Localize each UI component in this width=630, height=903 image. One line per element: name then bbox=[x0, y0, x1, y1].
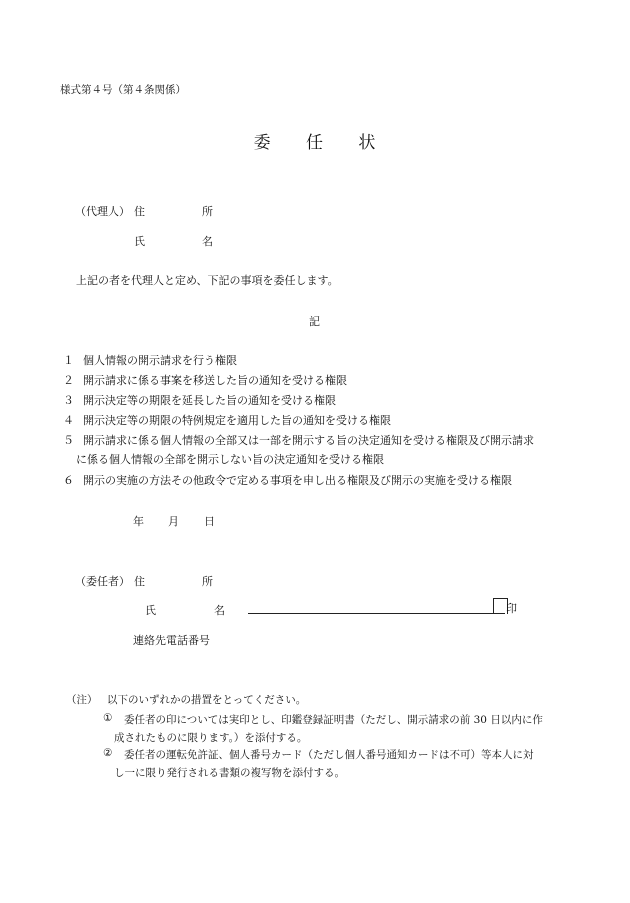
signature-line[interactable] bbox=[248, 613, 505, 614]
note-item-line: し一に限り発行される書類の複写物を添付する。 bbox=[114, 767, 345, 779]
agent-name-label-2: 名 bbox=[202, 235, 213, 248]
principal-name-label-1: 氏 bbox=[145, 604, 156, 617]
item-text: 開示の実施の方法その他政令で定める事項を申し出る権限及び開示の実施を受ける権限 bbox=[83, 474, 512, 487]
agent-role-label: （代理人） bbox=[75, 205, 130, 218]
item-text: 開示決定等の期限を延長した旨の通知を受ける権限 bbox=[83, 394, 336, 407]
delegation-item bbox=[63, 352, 237, 368]
item-number: ６ bbox=[63, 474, 74, 487]
phone-label: 連絡先電話番号 bbox=[133, 634, 210, 647]
item-text: 開示請求に係る事案を移送した旨の通知を受ける権限 bbox=[83, 374, 347, 387]
note-intro: 以下のいずれかの措置をとってください。 bbox=[107, 694, 307, 706]
note-item-mark: ① bbox=[103, 712, 113, 724]
document-title bbox=[0, 128, 630, 153]
note-item-line: 成されたものに限ります。）を添付する。 bbox=[114, 732, 308, 744]
note-item-mark: ② bbox=[103, 747, 113, 759]
item-number: ２ bbox=[63, 374, 74, 387]
intro-text: 上記の者を代理人と定め、下記の事項を委任します。 bbox=[76, 274, 339, 287]
item-number: ５ bbox=[63, 434, 74, 447]
date-month-label: 月 bbox=[168, 515, 179, 528]
item-number: ４ bbox=[63, 414, 74, 427]
note-label: （注） bbox=[66, 694, 98, 706]
item-number: １ bbox=[63, 354, 74, 367]
item-number: ３ bbox=[63, 394, 74, 407]
principal-name-label-2: 名 bbox=[214, 604, 225, 617]
note-item-line: 委任者の運転免許証、個人番号カード（ただし個人番号通知カードは不可）等本人に対 bbox=[124, 749, 534, 761]
title-char: 委 bbox=[253, 133, 272, 153]
delegation-item bbox=[63, 432, 534, 448]
agent-address-label-2: 所 bbox=[202, 205, 213, 218]
item-text: 開示決定等の期限の特例規定を適用した旨の通知を受ける権限 bbox=[83, 414, 391, 427]
form-number: 様式第４号（第４条関係） bbox=[60, 84, 186, 96]
note-item-line: 委任者の印については実印とし、印鑑登録証明書（ただし、開示請求の前 30 日以内に作 bbox=[124, 714, 543, 726]
title-char: 任 bbox=[306, 133, 324, 153]
principal-role-label: （委任者） bbox=[75, 575, 130, 588]
agent-name-label-1: 氏 bbox=[134, 235, 145, 248]
delegation-item bbox=[63, 372, 347, 388]
title-char: 状 bbox=[358, 133, 377, 153]
seal-label: 印 bbox=[506, 602, 517, 615]
ki-label: 記 bbox=[309, 315, 320, 328]
agent-address-label-1: 住 bbox=[134, 205, 145, 218]
delegation-item bbox=[63, 472, 512, 488]
delegation-item bbox=[63, 412, 391, 428]
date-day-label: 日 bbox=[204, 515, 215, 528]
principal-address-label-1: 住 bbox=[134, 575, 145, 588]
principal-address-label-2: 所 bbox=[202, 575, 213, 588]
item-text: 開示請求に係る個人情報の全部又は一部を開示する旨の決定通知を受ける権限及び開示請求 bbox=[83, 434, 534, 447]
item-text-continuation: に係る個人情報の全部を開示しない旨の決定通知を受ける権限 bbox=[76, 453, 384, 466]
date-year-label: 年 bbox=[133, 515, 144, 528]
delegation-item bbox=[63, 392, 336, 408]
item-text: 個人情報の開示請求を行う権限 bbox=[83, 354, 237, 367]
